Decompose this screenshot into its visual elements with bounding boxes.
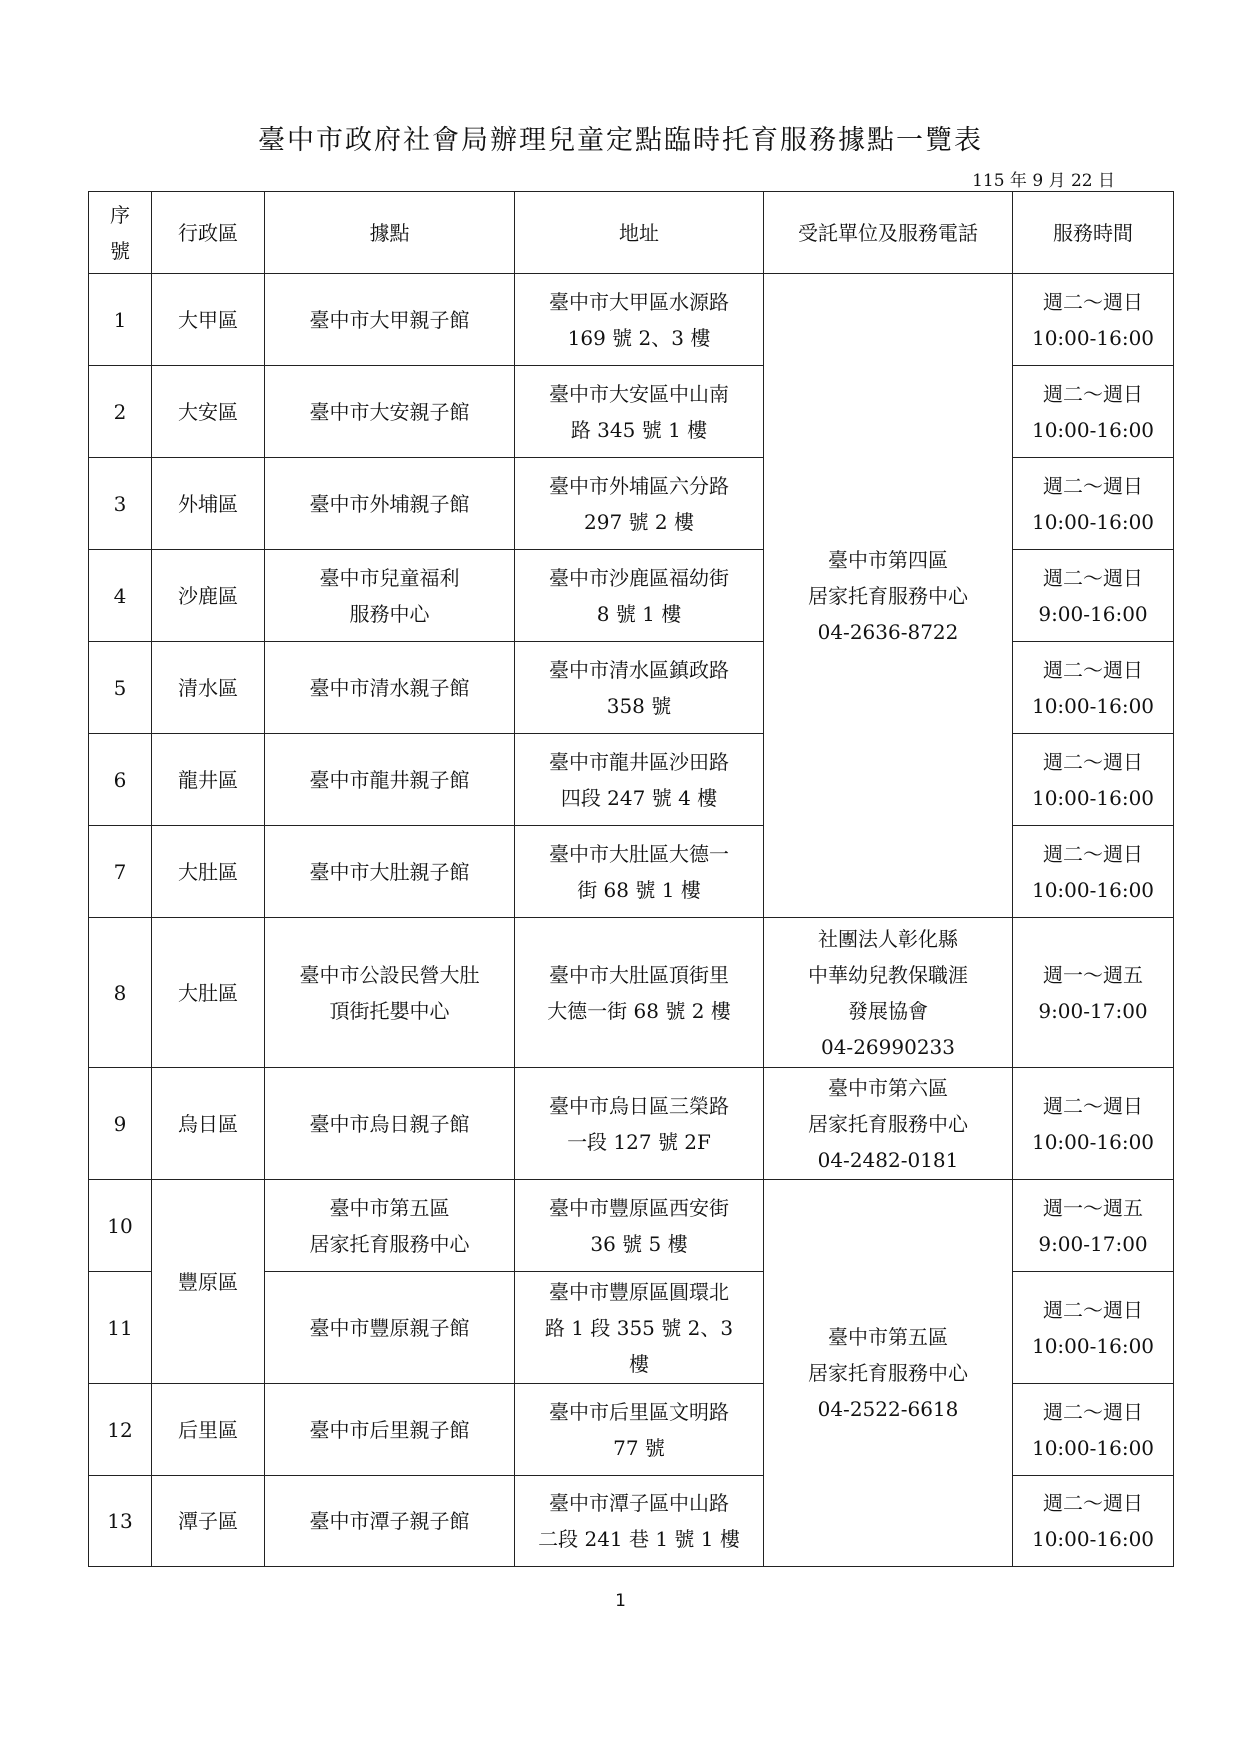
row-address-line: 臺中市外埔區六分路 bbox=[549, 473, 729, 498]
row-hours bbox=[1013, 1476, 1174, 1567]
agency-line: 社團法人彰化縣 bbox=[818, 926, 958, 951]
row-site-line: 臺中市公設民營大肚 bbox=[299, 962, 480, 987]
row-district: 烏日區 bbox=[152, 1068, 265, 1180]
row-address bbox=[515, 1272, 764, 1384]
agency-phone: 04-26990233 bbox=[820, 1034, 955, 1059]
row-address bbox=[515, 366, 764, 458]
row-no: 5 bbox=[89, 642, 152, 734]
header-agency: 受託單位及服務電話 bbox=[764, 192, 1013, 274]
header-address: 地址 bbox=[515, 192, 764, 274]
row-address-line: 臺中市后里區文明路 bbox=[549, 1399, 729, 1424]
row-hours-line: 10:00-16:00 bbox=[1031, 1129, 1155, 1154]
row-site-line: 頂街托嬰中心 bbox=[329, 998, 450, 1023]
row-hours-line: 週二～週日 bbox=[1043, 1491, 1143, 1515]
row-hours bbox=[1013, 1272, 1174, 1384]
agency-line: 臺中市第四區 bbox=[828, 547, 948, 572]
row-no: 8 bbox=[89, 918, 152, 1068]
row-address-line: 358 號 bbox=[606, 693, 672, 718]
row-hours-line: 週二～週日 bbox=[1043, 841, 1143, 866]
row-hours-line: 10:00-16:00 bbox=[1031, 509, 1155, 534]
row-address-line: 169 號 2、3 樓 bbox=[567, 325, 711, 350]
row-hours-line: 10:00-16:00 bbox=[1031, 1333, 1155, 1358]
row-address bbox=[515, 1384, 764, 1476]
row-hours bbox=[1013, 1384, 1174, 1476]
row-address-line: 大德一街 68 號 2 樓 bbox=[547, 998, 731, 1023]
row-district: 清水區 bbox=[152, 642, 265, 734]
row-hours bbox=[1013, 550, 1174, 642]
row-hours bbox=[1013, 642, 1174, 734]
row-no: 2 bbox=[89, 366, 152, 458]
row-address bbox=[515, 458, 764, 550]
agency-cell bbox=[764, 918, 1013, 1068]
row-hours-line: 10:00-16:00 bbox=[1031, 1527, 1155, 1551]
row-site-line: 臺中市豐原親子館 bbox=[309, 1315, 470, 1340]
row-site-line: 臺中市后里親子館 bbox=[309, 1417, 470, 1442]
row-site-line: 臺中市兒童福利 bbox=[319, 565, 460, 590]
row-no: 13 bbox=[89, 1476, 152, 1567]
agency-cell bbox=[764, 1180, 1013, 1567]
table-row bbox=[89, 918, 1174, 1068]
row-no: 6 bbox=[89, 734, 152, 826]
row-address-line: 路 1 段 355 號 2、3 bbox=[544, 1315, 734, 1340]
row-address-line: 臺中市龍井區沙田路 bbox=[549, 749, 729, 774]
row-address-line: 8 號 1 樓 bbox=[596, 601, 682, 626]
agency-phone: 04-2636-8722 bbox=[817, 619, 959, 644]
row-no: 4 bbox=[89, 550, 152, 642]
row-site-line: 臺中市第五區 bbox=[329, 1195, 450, 1220]
row-district: 后里區 bbox=[152, 1384, 265, 1476]
page-title: 臺中市政府社會局辦理兒童定點臨時托育服務據點一覽表 bbox=[258, 125, 983, 156]
row-address-line: 臺中市豐原區西安街 bbox=[549, 1195, 729, 1220]
row-district: 大肚區 bbox=[152, 826, 265, 918]
row-site bbox=[265, 1180, 515, 1272]
row-district: 龍井區 bbox=[152, 734, 265, 826]
row-district: 大肚區 bbox=[152, 918, 265, 1068]
row-site bbox=[265, 1384, 515, 1476]
row-site bbox=[265, 918, 515, 1068]
row-site-line: 臺中市大安親子館 bbox=[309, 399, 470, 424]
row-site-line: 臺中市外埔親子館 bbox=[309, 491, 470, 516]
row-site-line: 臺中市龍井親子館 bbox=[309, 767, 470, 792]
row-hours-line: 週一～週五 bbox=[1043, 962, 1143, 987]
row-address bbox=[515, 642, 764, 734]
row-address-line: 臺中市潭子區中山路 bbox=[549, 1491, 729, 1515]
header-no-line: 號 bbox=[110, 238, 130, 263]
row-address bbox=[515, 274, 764, 366]
agency-line: 居家托育服務中心 bbox=[808, 1111, 968, 1136]
table-header-row bbox=[89, 192, 1174, 274]
row-site bbox=[265, 1272, 515, 1384]
row-hours bbox=[1013, 458, 1174, 550]
row-no: 1 bbox=[89, 274, 152, 366]
row-hours-line: 週二～週日 bbox=[1043, 749, 1143, 774]
row-site bbox=[265, 366, 515, 458]
row-hours-line: 週二～週日 bbox=[1043, 657, 1143, 682]
row-address bbox=[515, 1068, 764, 1180]
row-site bbox=[265, 1068, 515, 1180]
table-row bbox=[89, 1068, 1174, 1180]
row-hours-line: 10:00-16:00 bbox=[1031, 785, 1155, 810]
row-district: 大甲區 bbox=[152, 274, 265, 366]
agency-phone: 04-2482-0181 bbox=[817, 1147, 959, 1172]
row-hours-line: 週二～週日 bbox=[1043, 1297, 1143, 1322]
row-address-line: 臺中市清水區鎮政路 bbox=[549, 657, 729, 682]
row-hours-line: 10:00-16:00 bbox=[1031, 693, 1155, 718]
row-hours bbox=[1013, 366, 1174, 458]
row-hours-line: 週二～週日 bbox=[1043, 1399, 1143, 1424]
row-site bbox=[265, 550, 515, 642]
agency-line: 居家托育服務中心 bbox=[808, 1361, 968, 1385]
row-no: 11 bbox=[89, 1272, 152, 1384]
row-no: 10 bbox=[89, 1180, 152, 1272]
agency-cell bbox=[764, 274, 1013, 918]
row-address bbox=[515, 1476, 764, 1567]
row-hours-line: 10:00-16:00 bbox=[1031, 877, 1155, 902]
row-district: 大安區 bbox=[152, 366, 265, 458]
row-site-line: 服務中心 bbox=[349, 601, 430, 626]
row-site bbox=[265, 458, 515, 550]
row-address-line: 臺中市大肚區大德一 bbox=[549, 841, 729, 866]
row-site-line: 臺中市大肚親子館 bbox=[309, 859, 470, 884]
row-no: 9 bbox=[89, 1068, 152, 1180]
row-address-line: 四段 247 號 4 樓 bbox=[560, 785, 718, 810]
row-hours-line: 10:00-16:00 bbox=[1031, 417, 1155, 442]
row-site-line: 居家托育服務中心 bbox=[309, 1231, 470, 1256]
row-hours-line: 9:00-17:00 bbox=[1038, 998, 1148, 1023]
agency-line: 臺中市第六區 bbox=[828, 1075, 948, 1100]
row-hours-line: 週二～週日 bbox=[1043, 1093, 1143, 1118]
row-no: 7 bbox=[89, 826, 152, 918]
row-address bbox=[515, 918, 764, 1068]
row-address bbox=[515, 550, 764, 642]
row-hours-line: 9:00-17:00 bbox=[1038, 1231, 1148, 1256]
row-address-line: 297 號 2 樓 bbox=[584, 509, 694, 534]
row-address-line: 36 號 5 樓 bbox=[590, 1231, 688, 1256]
row-hours bbox=[1013, 826, 1174, 918]
row-site-line: 臺中市烏日親子館 bbox=[309, 1111, 470, 1136]
header-no-line: 序 bbox=[110, 202, 130, 227]
row-district: 外埔區 bbox=[152, 458, 265, 550]
row-hours-line: 週二～週日 bbox=[1043, 289, 1143, 314]
row-site bbox=[265, 734, 515, 826]
row-site bbox=[265, 1476, 515, 1567]
agency-line: 居家托育服務中心 bbox=[808, 583, 968, 608]
service-sites-table bbox=[88, 191, 1174, 1567]
row-hours bbox=[1013, 274, 1174, 366]
row-address-line: 街 68 號 1 樓 bbox=[577, 877, 701, 902]
row-site-line: 臺中市大甲親子館 bbox=[309, 307, 470, 332]
row-site-line: 臺中市清水親子館 bbox=[309, 675, 470, 700]
row-address-line: 樓 bbox=[629, 1351, 649, 1376]
row-address-line: 臺中市烏日區三榮路 bbox=[549, 1093, 729, 1118]
row-district: 潭子區 bbox=[152, 1476, 265, 1567]
page-number: 1 bbox=[615, 1591, 626, 1611]
row-address-line: 一段 127 號 2F bbox=[567, 1129, 711, 1154]
row-hours-line: 週二～週日 bbox=[1043, 565, 1143, 590]
row-site-line: 臺中市潭子親子館 bbox=[309, 1509, 470, 1533]
row-site bbox=[265, 274, 515, 366]
row-address-line: 臺中市沙鹿區福幼街 bbox=[549, 565, 729, 590]
row-no: 3 bbox=[89, 458, 152, 550]
row-hours bbox=[1013, 918, 1174, 1068]
row-hours-line: 週二～週日 bbox=[1043, 381, 1143, 406]
row-address-line: 臺中市大安區中山南 bbox=[549, 381, 729, 406]
row-address-line: 二段 241 巷 1 號 1 樓 bbox=[538, 1527, 740, 1551]
agency-cell bbox=[764, 1068, 1013, 1180]
row-address bbox=[515, 1180, 764, 1272]
row-hours-line: 週二～週日 bbox=[1043, 473, 1143, 498]
row-district: 沙鹿區 bbox=[152, 550, 265, 642]
row-address-line: 臺中市大肚區頂街里 bbox=[549, 962, 729, 987]
row-hours bbox=[1013, 1068, 1174, 1180]
row-address bbox=[515, 734, 764, 826]
row-site bbox=[265, 642, 515, 734]
row-site bbox=[265, 826, 515, 918]
agency-line: 發展協會 bbox=[848, 998, 928, 1023]
agency-line: 中華幼兒教保職涯 bbox=[808, 962, 968, 987]
row-address-line: 77 號 bbox=[613, 1435, 665, 1460]
row-address-line: 臺中市大甲區水源路 bbox=[549, 289, 729, 314]
row-address-line: 路 345 號 1 樓 bbox=[570, 417, 708, 442]
agency-line: 臺中市第五區 bbox=[828, 1325, 948, 1349]
row-address bbox=[515, 826, 764, 918]
row-address-line: 臺中市豐原區圓環北 bbox=[549, 1279, 729, 1304]
row-hours-line: 週一～週五 bbox=[1043, 1195, 1143, 1220]
table-row bbox=[89, 1180, 1174, 1272]
row-hours-line: 10:00-16:00 bbox=[1031, 325, 1155, 350]
row-hours-line: 9:00-16:00 bbox=[1038, 601, 1148, 626]
row-district: 豐原區 bbox=[152, 1180, 265, 1384]
table-row bbox=[89, 274, 1174, 366]
row-hours-line: 10:00-16:00 bbox=[1031, 1435, 1155, 1460]
header-district: 行政區 bbox=[152, 192, 265, 274]
agency-phone: 04-2522-6618 bbox=[817, 1397, 959, 1421]
row-hours bbox=[1013, 734, 1174, 826]
header-no bbox=[89, 192, 152, 274]
header-site: 據點 bbox=[265, 192, 515, 274]
row-no: 12 bbox=[89, 1384, 152, 1476]
row-hours bbox=[1013, 1180, 1174, 1272]
header-hours: 服務時間 bbox=[1013, 192, 1174, 274]
document-date: 115 年 9 月 22 日 bbox=[972, 171, 1115, 191]
